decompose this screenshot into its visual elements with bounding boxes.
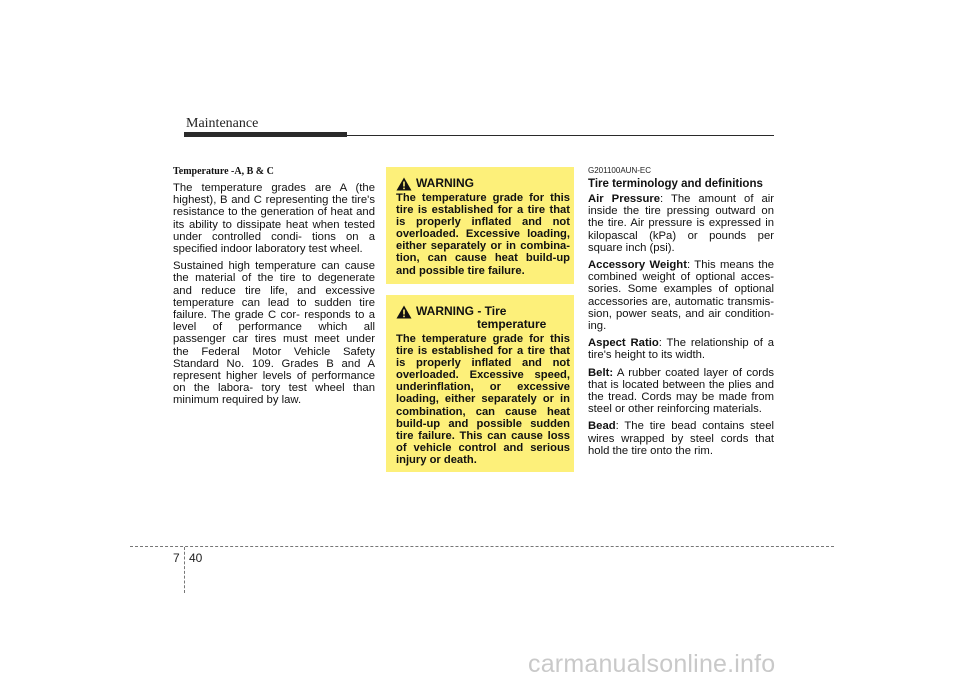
definition-term: Air Pressure: [588, 193, 661, 205]
warning-header: [386, 167, 574, 190]
definition-accessory-weight: Accessory Weight: This means the combined weight of optional acces- sories. Some examples of optional accessories are, automatic transmis- sion, power seats, and air condition- ing.: [588, 259, 775, 333]
left-column: [173, 166, 375, 412]
header-rule: [347, 135, 774, 136]
warning-title-line1: WARNING - Tire: [416, 304, 507, 318]
warning-header: [386, 295, 574, 331]
definition-aspect-ratio: Aspect Ratio: The relationship of a tire's height to its width.: [588, 337, 774, 362]
definition-text: The relationship of a tire's height to its width.: [588, 337, 774, 362]
definition-text: A rubber coated layer of cords that is located between the plies and the tread. Cords may be made from steel or other reinforcing materials.: [588, 366, 774, 416]
right-column: [588, 166, 774, 462]
warning-box: [386, 167, 574, 284]
warning-title: WARNING: [416, 176, 474, 190]
definition-term: Belt:: [588, 366, 614, 379]
section-title-tire-terminology: Tire terminology and definitions: [588, 178, 763, 190]
warning-triangle-icon: [396, 305, 412, 319]
chapter-number: 7: [173, 551, 180, 565]
warning-title-line2: temperature: [477, 316, 547, 331]
warning-box-tire-temperature: [386, 295, 574, 472]
page-section-title: Maintenance: [186, 116, 259, 131]
watermark: carmanualsonline.info: [528, 650, 776, 678]
paragraph-sustained-temperature: Sustained high temperature can cause the material of the tire to degenerate and reduce tire life, and excessive temperature can lead to sudden tire failure. The grade C cor- responds to a level of performance which all passenger car tires must meet under the Federal Motor Vehicle Safety Standard No. 109. Grades B and A represent higher levels of performance on the labora- tory test wheel than minimum required by law.: [173, 260, 375, 407]
warning-title: [416, 305, 571, 330]
definition-term: Bead: [588, 420, 616, 433]
definition-belt: [588, 367, 774, 416]
paragraph-temperature-grades: The temperature grades are A (the highest), B and C representing the tire's resistance to the generation of heat and its ability to dissipate heat when tested under controlled condi- tions on a specified indoor laboratory test wheel.: [173, 182, 375, 256]
footer-divider: [130, 546, 834, 547]
definition-term: Aspect Ratio: [588, 337, 659, 350]
definition-text: The tire bead contains steel wires wrapped by steel cords that hold the tire onto the rim.: [588, 420, 774, 457]
section-heading-temperature: Temperature -A, B & C: [173, 166, 274, 177]
warning-text: The temperature grade for this tire is established for a tire that is properly inflated and not overloaded. Excessive loading, either separately or in combina- tion, can cause heat build-up and possible tire failure.: [396, 192, 570, 277]
definition-text: This means the combined weight of optional acces- sories. Some examples of optional accessories are, automatic transmis- sion, power seats, and air condition- ing.: [588, 259, 775, 333]
page-number: 40: [189, 551, 203, 565]
definition-air-pressure: Air Pressure: The amount of air inside the tire pressing outward on the tire. Air pressure is expressed in kilopascal (kPa) or pounds per square inch (psi).: [588, 193, 774, 254]
section-code: G201100AUN-EC: [588, 166, 651, 175]
footer-vertical-divider: [184, 547, 185, 593]
definition-bead: Bead: The tire bead contains steel wires wrapped by steel cords that hold the tire onto the rim.: [588, 420, 774, 457]
warning-triangle-icon: [396, 177, 412, 191]
definition-term: Accessory Weight: [588, 259, 687, 272]
warning-text: The temperature grade for this tire is established for a tire that is properly inflated and not overloaded. Excessive speed, underinflation, or excessive loading, either separately or in combination, can cause heat build-up and possible sudden tire failure. This can cause loss of vehicle control and serious injury or death.: [396, 333, 570, 466]
header-bar: [184, 132, 347, 137]
definition-text: The amount of air inside the tire pressing outward on the tire. Air pressure is expressed in kilopascal (kPa) or pounds per square inch (psi).: [588, 193, 774, 254]
